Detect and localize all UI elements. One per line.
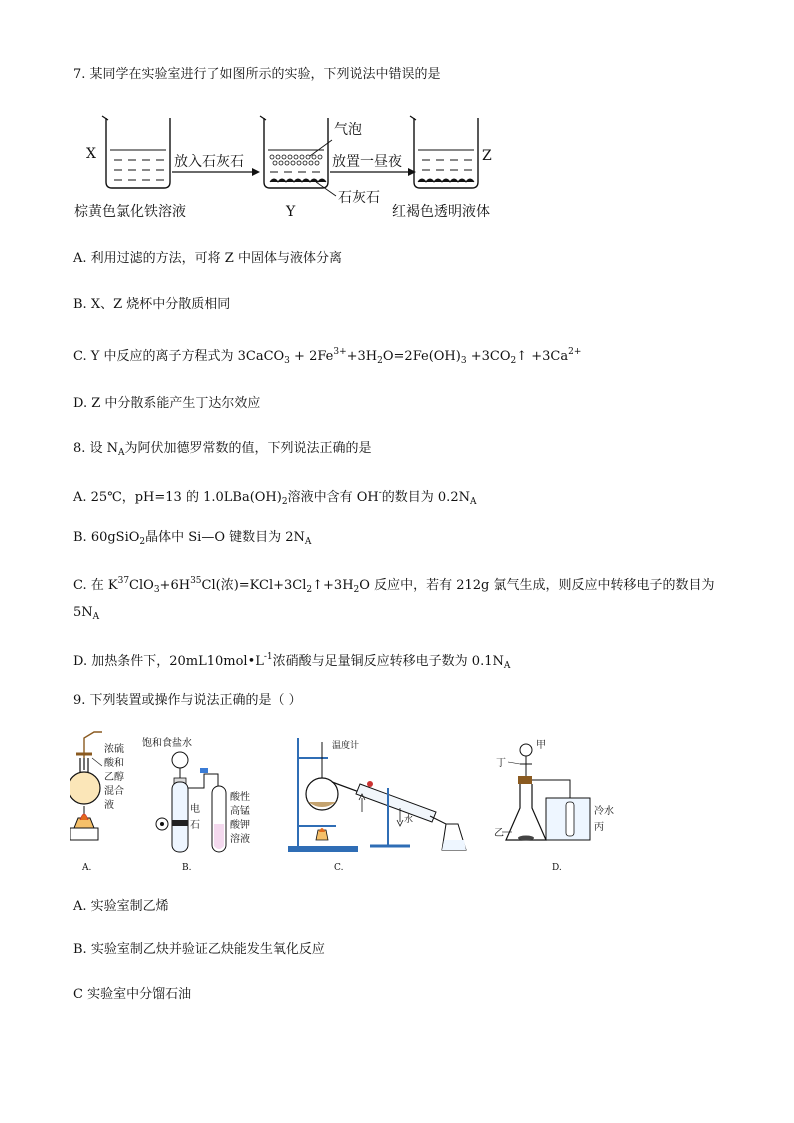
figd-jia: 甲 <box>536 740 546 751</box>
beaker-z <box>410 116 478 188</box>
q7-figure <box>70 110 520 225</box>
q8-stem <box>73 440 372 462</box>
q7c-text: + 2Fe <box>289 349 334 364</box>
q8b-text: B. 60gSiO <box>73 530 140 545</box>
q8c-sup: 37 <box>117 576 130 586</box>
q7c-text: +3H <box>346 349 378 364</box>
q9-stem: 9. 下列装置或操作与说法正确的是（ ） <box>73 693 302 708</box>
q8c-text: ↑+3H <box>312 578 354 593</box>
q7-option-d: D. Z 中分散系能产生丁达尔效应 <box>73 396 261 411</box>
q9-option-b: B. 实验室制乙炔并验证乙炔能发生氧化反应 <box>73 942 325 957</box>
figd-cold: 冷水 <box>594 806 614 817</box>
limestone-label: 石灰石 <box>338 190 380 206</box>
q8c-text: ClO <box>129 578 154 593</box>
q7c-sub: 3 <box>460 356 467 366</box>
caption-right: 红褐色透明液体 <box>392 204 490 220</box>
q7c-text: O=2Fe(OH) <box>382 349 461 364</box>
figb-reagent-4: 溶液 <box>230 834 250 845</box>
q8-stem-text: 为阿伏加德罗常数的值，下列说法正确的是 <box>124 441 372 456</box>
figb-reagent-3: 酸钾 <box>230 820 250 831</box>
q7c-text: ↑ +3Ca <box>516 349 569 364</box>
q8-option-c-line2 <box>73 604 99 626</box>
q8-option-a <box>73 484 476 511</box>
apparatus-a <box>70 732 124 873</box>
q8c-text: +6H <box>159 578 191 593</box>
q8a-sub: 2 <box>281 497 288 507</box>
q8b-sub: A <box>304 537 312 547</box>
q7-option-c <box>73 343 581 370</box>
q8c-sup: 35 <box>190 576 202 586</box>
q8c-text: Cl(浓)=KCl+3Cl <box>201 578 307 593</box>
figa-reagent-5: 液 <box>104 800 114 811</box>
apparatus-c <box>288 738 466 873</box>
figc-thermo: 温度计 <box>332 741 360 751</box>
figa-label: A. <box>82 863 92 873</box>
apparatus-d <box>494 739 614 873</box>
q8-option-d <box>73 648 510 675</box>
q7c-sup: 3+ <box>333 347 347 357</box>
figb-stone-2: 石 <box>190 820 200 831</box>
q8d-text: D. 加热条件下，20mL10mol•L <box>73 654 264 669</box>
figd-label: D. <box>552 863 562 873</box>
q7c-sub: 2 <box>510 356 517 366</box>
figa-reagent-1: 浓硫 <box>104 744 124 755</box>
label-y: Y <box>286 204 296 220</box>
q8c-sub: 3 <box>153 585 160 595</box>
figd-ding: 丁 <box>496 758 506 769</box>
q8c-text: 5N <box>73 605 93 620</box>
q8a-text: 溶液中含有 OH <box>287 490 379 505</box>
q7-option-b: B. X、Z 烧杯中分散质相同 <box>73 297 231 312</box>
q8d-sub: A <box>503 661 511 671</box>
q8a-sup: - <box>378 488 382 498</box>
arrow1-label: 放入石灰石 <box>174 154 244 170</box>
q8-option-b <box>73 529 311 551</box>
figc-label: C. <box>334 863 344 873</box>
figb-label: B. <box>182 863 192 873</box>
q7c-sup: 2+ <box>568 347 582 357</box>
q8d-sup: -1 <box>263 652 273 662</box>
q8a-sub: A <box>469 497 477 507</box>
q8-stem-text: 8. 设 N <box>73 441 119 456</box>
figb-reagent-2: 高锰 <box>230 806 250 817</box>
q7c-sub: 3 <box>284 356 290 366</box>
figb-top: 饱和食盐水 <box>142 738 192 749</box>
q8b-sub: 2 <box>139 537 146 547</box>
figd-yi: 乙 <box>494 828 504 839</box>
q8c-sub: 2 <box>353 585 360 595</box>
figd-bing: 丙 <box>594 822 604 833</box>
q7c-text: +3CO <box>466 349 511 364</box>
q8d-text: 浓硝酸与足量铜反应转移电子数为 0.1N <box>272 654 504 669</box>
apparatus-b <box>142 736 250 873</box>
figb-reagent-1: 酸性 <box>230 792 250 803</box>
q8c-text: C. 在 K <box>73 578 118 593</box>
q7c-sub: 2 <box>377 356 383 366</box>
figc-water: 水 <box>404 815 414 825</box>
arrow2-label: 放置一昼夜 <box>332 154 402 170</box>
q8c-sub: 2 <box>306 585 313 595</box>
q8-option-c <box>73 572 714 599</box>
q7c-text: C. Y 中反应的离子方程式为 3CaCO <box>73 349 285 364</box>
figb-stone-1: 电 <box>190 804 200 815</box>
figa-reagent-2: 酸和 <box>104 758 124 769</box>
q9-option-c: C 实验室中分馏石油 <box>73 987 192 1002</box>
figa-reagent-4: 混合 <box>104 786 124 797</box>
q8a-text: 的数目为 0.2N <box>381 490 470 505</box>
q8-stem-sub: A <box>118 448 125 458</box>
caption-left: 棕黄色氯化铁溶液 <box>74 204 186 220</box>
beaker-y <box>260 116 328 188</box>
bubble-label: 气泡 <box>334 122 362 138</box>
label-x: X <box>86 146 96 162</box>
q9-figure <box>70 728 640 878</box>
q8c-text: O 反应中，若有 212g 氯气生成，则反应中转移电子的数目为 <box>359 578 715 593</box>
q7-option-a: A. 利用过滤的方法，可将 Z 中固体与液体分离 <box>73 251 342 266</box>
q8b-text: 晶体中 Si—O 键数目为 2N <box>145 530 305 545</box>
label-z: Z <box>482 148 492 164</box>
q8c-sub: A <box>92 612 100 622</box>
q8a-text: A. 25℃，pH=13 的 1.0LBa(OH) <box>73 490 282 505</box>
beaker-x <box>102 116 170 188</box>
figa-reagent-3: 乙醇 <box>104 772 124 783</box>
q7-stem: 7. 某同学在实验室进行了如图所示的实验，下列说法中错误的是 <box>73 67 441 82</box>
q9-option-a: A. 实验室制乙烯 <box>73 899 169 914</box>
